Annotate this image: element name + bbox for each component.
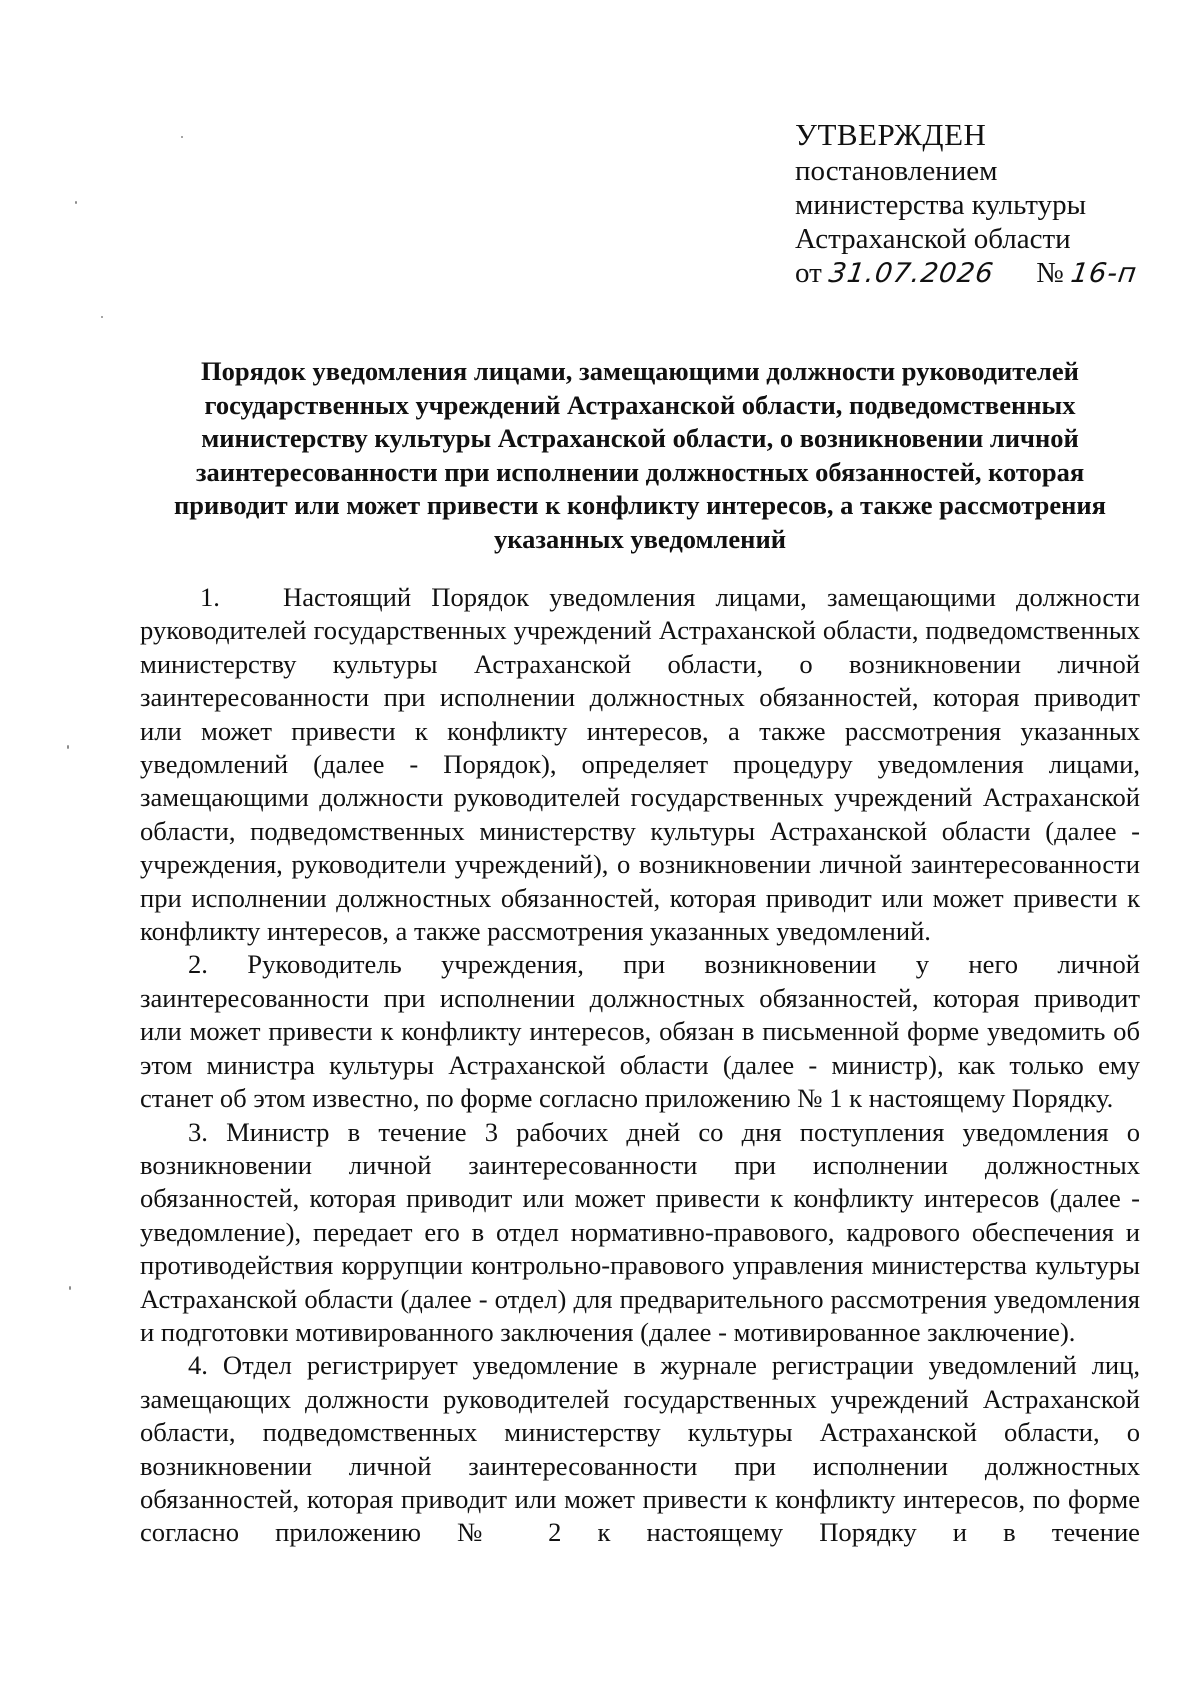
document-title: Порядок уведомления лицами, замещающими должности руководителей государственных учреждений Астраханской области, подведомственных министерству культуры Астраханской области, о возникновении личной заинтересованности при исполнении должностных обязанностей, которая приводит или может привести к конфликту интересов, а также рассмотрения указанных уведомлений	[174, 356, 1106, 554]
paragraph-1-text: Настоящий Порядок уведомления лицами, замещающими должности руководителей государственных учреждений Астраханской области, подведомственных министерству культуры Астраханской области, о возникновении личной заинтересованности при исполнении должностных обязанностей, которая приводит или может привести к конфликту интересов, а также рассмотрения указанных уведомлений (далее - Порядок), определяет процедуру уведомления лицами, замещающими должности руководителей государственных учреждений Астраханской области, подведомственных министерству культуры Астраханской области (далее - учреждения, руководители учреждений), о возникновении личной заинтересованности при исполнении должностных обязанностей, которая приводит или может привести к конфликту интересов, а также рассмотрения указанных уведомлений.	[140, 582, 1140, 947]
document-body	[140, 581, 1140, 1550]
paragraph-1-number: 1.	[200, 582, 220, 612]
approved-heading: УТВЕРЖДЕН	[795, 117, 987, 152]
paragraph-3: 3. Министр в течение 3 рабочих дней со дня поступления уведомления о возникновении личной заинтересованности при исполнении должностных обязанностей, которая приводит или может привести к конфликту интересов (далее - уведомление), передает его в отдел нормативно-правового, кадрового обеспечения и противодействия коррупции контрольно-правового управления министерства культуры Астраханской области (далее - отдел) для предварительного рассмотрения уведомления и подготовки мотивированного заключения (далее - мотивированное заключение).	[140, 1116, 1140, 1347]
scan-speck	[101, 316, 103, 318]
date-prefix: от	[795, 257, 822, 289]
approval-line-1: постановлением	[795, 155, 998, 187]
approval-stamp-block	[795, 117, 1140, 291]
handwritten-number: 16-п	[1068, 258, 1140, 289]
scan-speck	[75, 201, 77, 204]
number-prefix: №	[1036, 257, 1064, 289]
handwritten-date: 31.07.2026	[826, 258, 996, 289]
approval-date-line	[795, 256, 1140, 291]
scan-speck	[181, 136, 183, 138]
scan-speck	[69, 1286, 71, 1290]
paragraph-4: 4. Отдел регистрирует уведомление в журнале регистрации уведомлений лиц, замещающих должности руководителей государственных учреждений Астраханской области, подведомственных министерству культуры Астраханской области, о возникновении личной заинтересованности при исполнении должностных обязанностей, которая приводит или может привести к конфликту интересов, по форме согласно приложению № 2 к настоящему Порядку и в течение	[140, 1350, 1140, 1548]
approval-line-3: Астраханской области	[795, 223, 1071, 255]
paragraph-2: 2. Руководитель учреждения, при возникновении у него личной заинтересованности при исполнении должностных обязанностей, которая приводит или может привести к конфликту интересов, обязан в письменной форме уведомить об этом министра культуры Астраханской области (далее - министр), как только ему станет об этом известно, по форме согласно приложению № 1 к настоящему Порядку.	[140, 949, 1140, 1114]
scan-speck	[67, 745, 69, 749]
approval-line-2: министерства культуры	[795, 189, 1087, 221]
paragraph-1	[140, 581, 1140, 948]
